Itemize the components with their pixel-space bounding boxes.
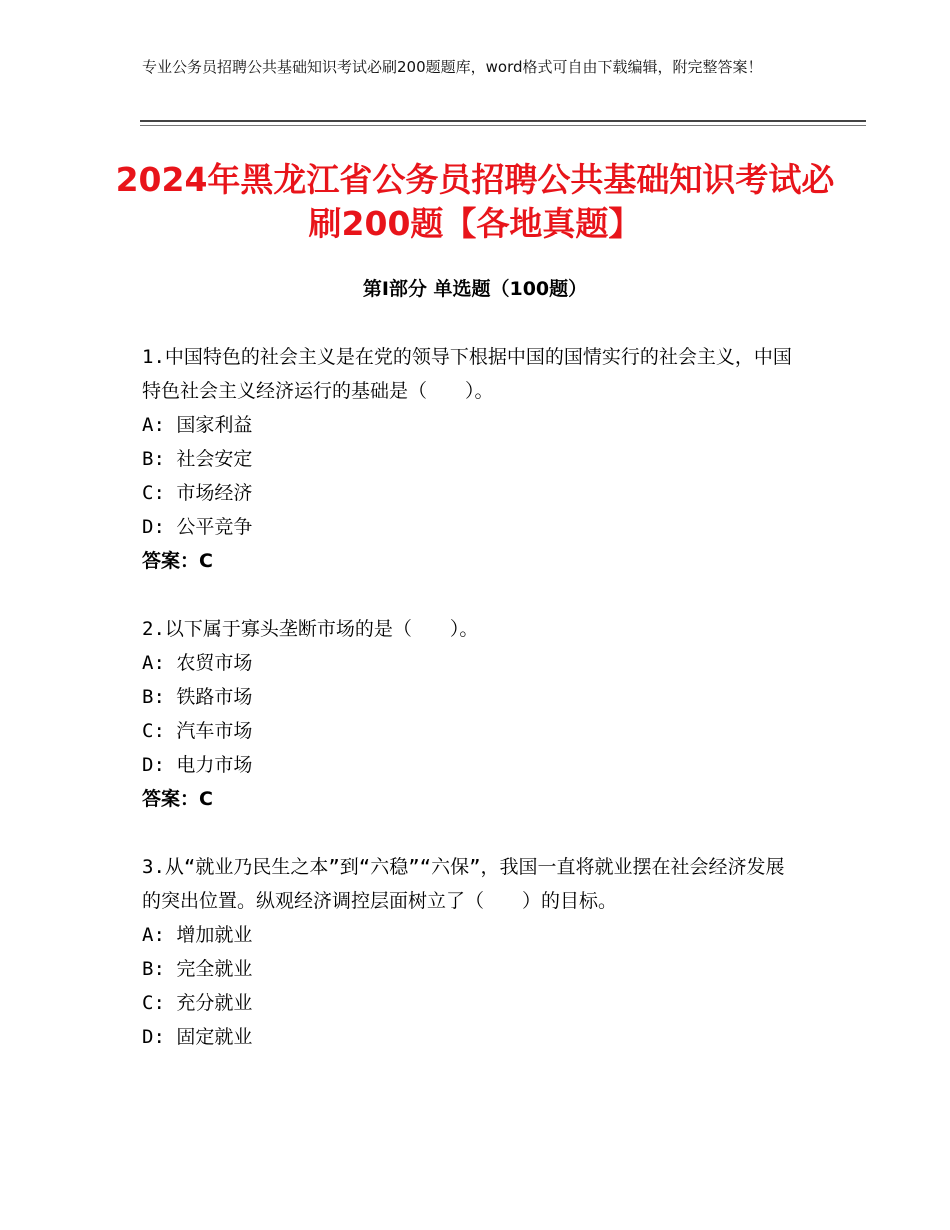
- question-stem: 1.中国特色的社会主义是在党的领导下根据中国的国情实行的社会主义，中国特色社会主义经济运行的基础是（ ）。: [142, 346, 792, 402]
- question-2: [142, 612, 802, 816]
- option-c: C: 充分就业: [142, 992, 253, 1014]
- option-c: C: 汽车市场: [142, 720, 253, 742]
- option-a: A: 国家利益: [142, 414, 253, 436]
- option-b: B: 完全就业: [142, 958, 253, 980]
- option-c: C: 市场经济: [142, 482, 253, 504]
- question-list: [142, 340, 802, 1088]
- header-note: 专业公务员招聘公共基础知识考试必刷200题题库，word格式可自由下载编辑，附完整答案！: [142, 58, 763, 76]
- document-title: 2024年黑龙江省公务员招聘公共基础知识考试必刷200题【各地真题】: [115, 160, 835, 243]
- option-a: A: 农贸市场: [142, 652, 253, 674]
- question-1: [142, 340, 802, 578]
- option-b: B: 社会安定: [142, 448, 253, 470]
- answer-line: 答案：C: [142, 788, 213, 810]
- answer-line: 答案：C: [142, 550, 213, 572]
- header-rule-thick: [140, 120, 866, 122]
- question-stem: 2.以下属于寡头垄断市场的是（ ）。: [142, 618, 479, 640]
- section-heading: 第Ⅰ部分 单选题（100题）: [362, 278, 588, 300]
- option-d: D: 电力市场: [142, 754, 253, 776]
- header-rule-thin: [140, 125, 866, 126]
- question-stem: 3.从“就业乃民生之本”到“六稳”“六保”，我国一直将就业摆在社会经济发展的突出位置。纵观经济调控层面树立了（ ）的目标。: [142, 856, 785, 912]
- option-b: B: 铁路市场: [142, 686, 253, 708]
- option-d: D: 公平竞争: [142, 516, 253, 538]
- option-d: D: 固定就业: [142, 1026, 253, 1048]
- option-a: A: 增加就业: [142, 924, 253, 946]
- question-3: [142, 850, 802, 1054]
